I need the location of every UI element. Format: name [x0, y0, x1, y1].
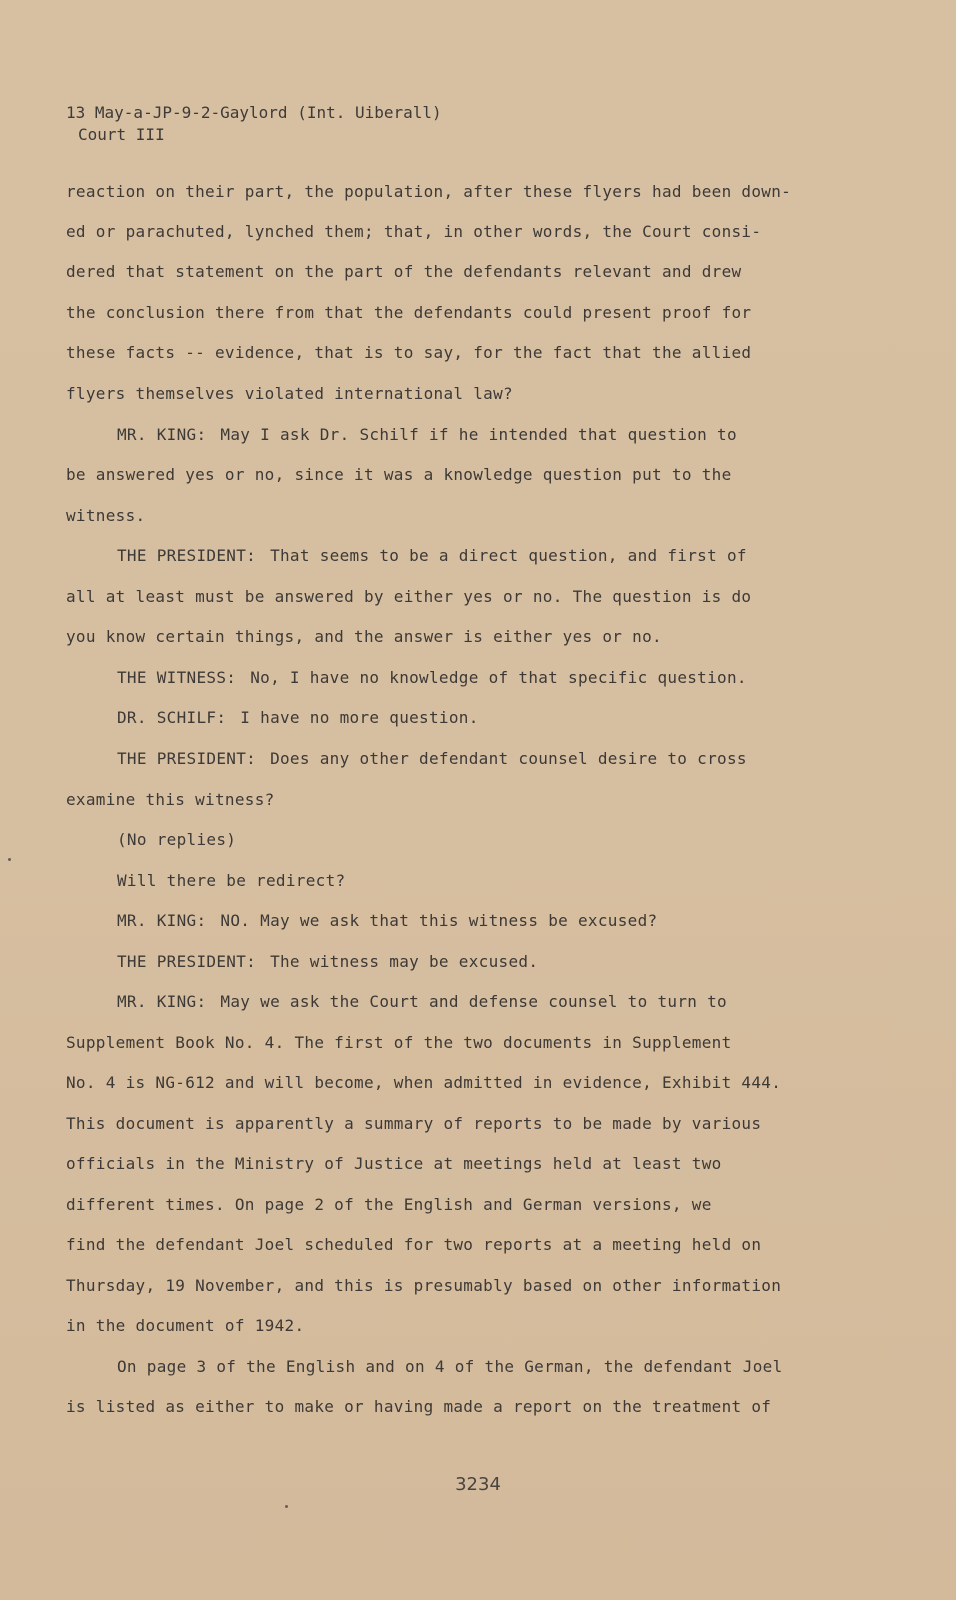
- text-line: in the document of 1942.: [66, 1316, 305, 1335]
- speaker-label: MR. KING:: [117, 911, 207, 930]
- text-line: these facts -- evidence, that is to say, for the fact that the allied: [66, 343, 752, 362]
- text-line: all at least must be answered by either yes or no. The question is do: [66, 587, 752, 606]
- text-line: This document is apparently a summary of reports to be made by various: [66, 1114, 762, 1133]
- text-line: find the defendant Joel scheduled for two reports at a meeting held on: [66, 1235, 762, 1254]
- text-line: MR. KING: May I ask Dr. Schilf if he intended that question to: [117, 425, 737, 444]
- text-line: (No replies): [117, 830, 237, 849]
- speaker-label: MR. KING:: [117, 992, 207, 1011]
- text-line: No. 4 is NG-612 and will become, when admitted in evidence, Exhibit 444.: [66, 1073, 782, 1092]
- text-line: On page 3 of the English and on 4 of the German, the defendant Joel: [117, 1357, 783, 1376]
- document-header: [66, 102, 442, 146]
- text-line: examine this witness?: [66, 790, 275, 809]
- text-line: you know certain things, and the answer is either yes or no.: [66, 627, 662, 646]
- text-line: ed or parachuted, lynched them; that, in other words, the Court consi-: [66, 222, 762, 241]
- speaker-label: DR. SCHILF:: [117, 708, 227, 727]
- text-line: officials in the Ministry of Justice at meetings held at least two: [66, 1154, 722, 1173]
- text-line: reaction on their part, the population, after these flyers had been down-: [66, 182, 792, 201]
- speaker-label: THE WITNESS:: [117, 668, 237, 687]
- speaker-label: THE PRESIDENT:: [117, 952, 257, 971]
- text-line: DR. SCHILF: I have no more question.: [117, 708, 479, 727]
- speaker-label: MR. KING:: [117, 425, 207, 444]
- speaker-label: THE PRESIDENT:: [117, 546, 257, 565]
- text-line: the conclusion there from that the defendants could present proof for: [66, 303, 752, 322]
- text-line: MR. KING: NO. May we ask that this witness be excused?: [117, 911, 658, 930]
- text-line: witness.: [66, 506, 146, 525]
- text-line: THE PRESIDENT: The witness may be excused.: [117, 952, 539, 971]
- paper-speck: [8, 858, 11, 861]
- text-line: be answered yes or no, since it was a knowledge question put to the: [66, 465, 732, 484]
- text-line: Thursday, 19 November, and this is presumably based on other information: [66, 1276, 782, 1295]
- text-line: Will there be redirect?: [117, 871, 346, 890]
- text-line: THE PRESIDENT: Does any other defendant counsel desire to cross: [117, 749, 747, 768]
- header-court-line: Court III: [78, 125, 165, 144]
- header-session-line: 13 May-a-JP-9-2-Gaylord (Int. Uiberall): [66, 103, 442, 122]
- text-line: MR. KING: May we ask the Court and defense counsel to turn to: [117, 992, 727, 1011]
- text-line: Supplement Book No. 4. The first of the two documents in Supplement: [66, 1033, 732, 1052]
- text-line: different times. On page 2 of the English and German versions, we: [66, 1195, 712, 1214]
- speaker-label: THE PRESIDENT:: [117, 749, 257, 768]
- paper-speck: [285, 1505, 288, 1508]
- text-line: THE WITNESS: No, I have no knowledge of that specific question.: [117, 668, 747, 687]
- text-line: THE PRESIDENT: That seems to be a direct question, and first of: [117, 546, 747, 565]
- text-line: dered that statement on the part of the defendants relevant and drew: [66, 262, 742, 281]
- text-line: is listed as either to make or having made a report on the treatment of: [66, 1397, 772, 1416]
- page-number: 3234: [455, 1474, 501, 1495]
- text-line: flyers themselves violated international law?: [66, 384, 513, 403]
